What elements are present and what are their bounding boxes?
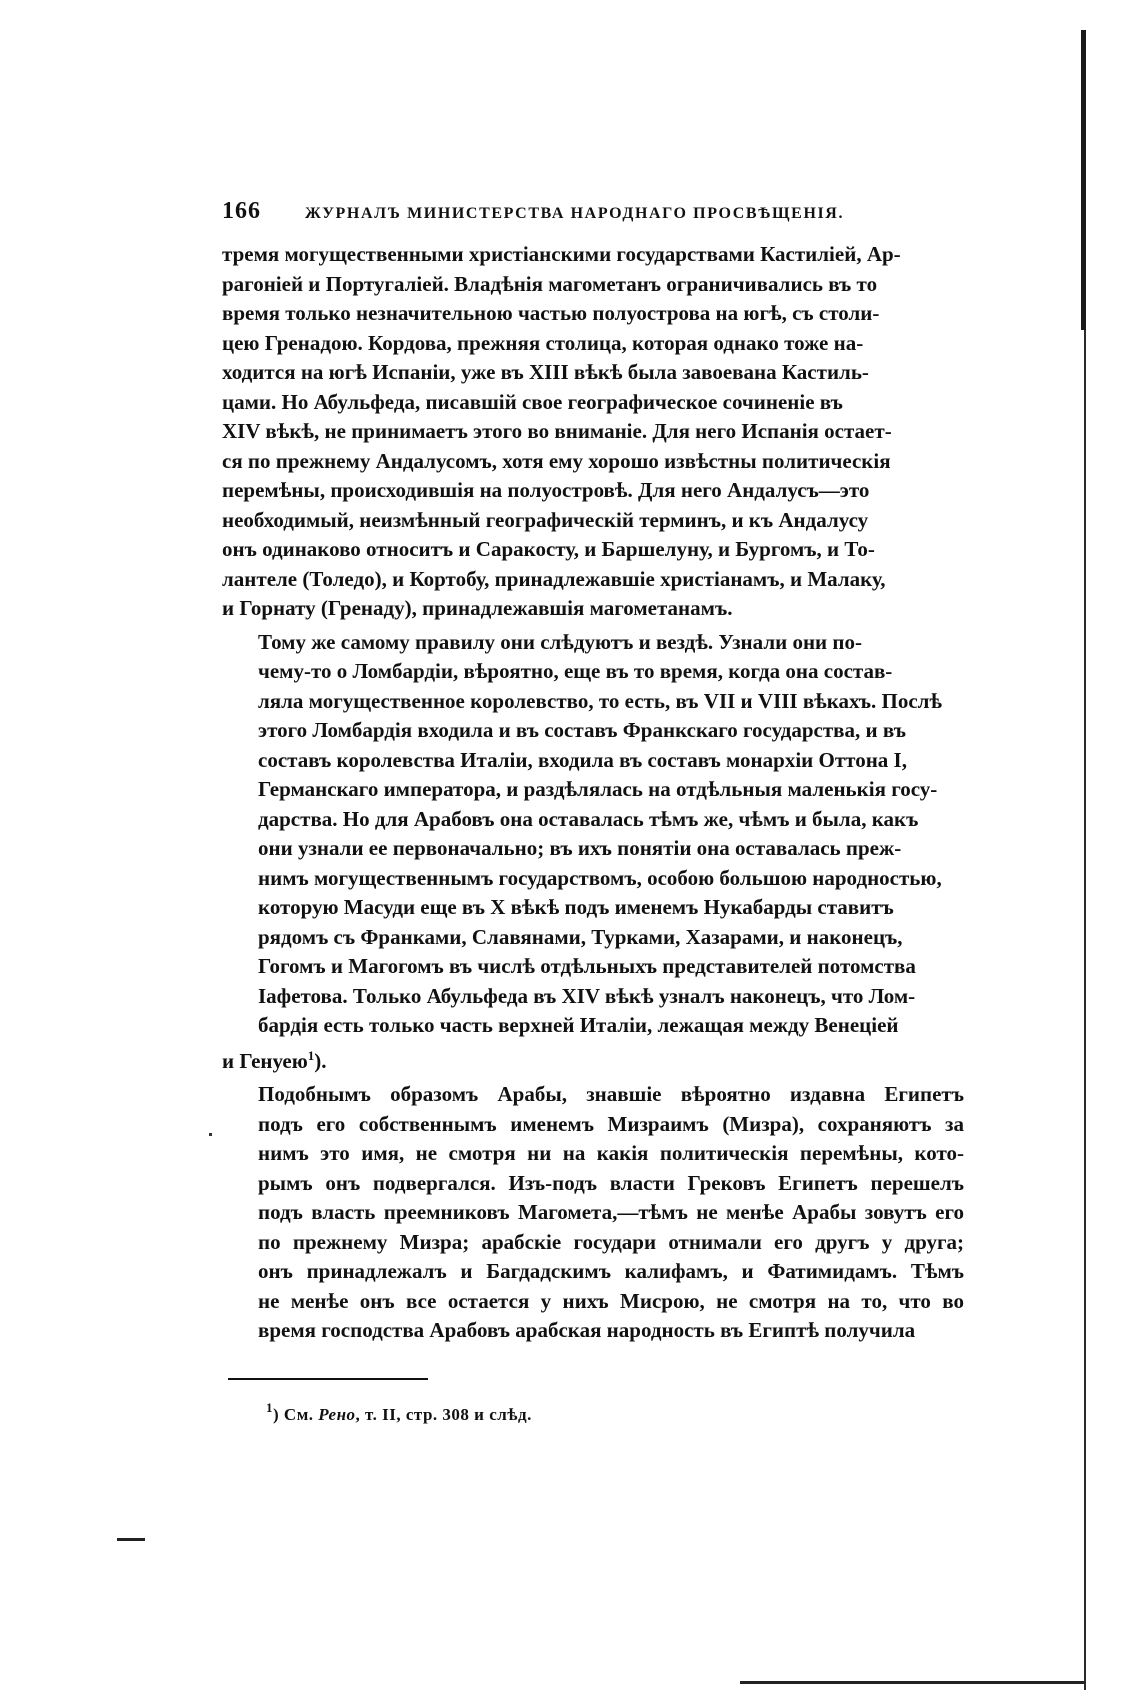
scan-speck	[209, 1133, 212, 1136]
text-line: и Горнату (Гренаду), принадлежавшія магометанамъ.	[222, 596, 733, 620]
text-line: не менѣе онъ все остается у нихъ Мисрою, не смотря на то, что во	[258, 1288, 964, 1313]
text-line: по прежнему Мизра; арабскіе государи отнимали его другъ у друга;	[258, 1229, 964, 1254]
text-line: этого Ломбардія входила и въ составъ Франкскаго государства, и въ	[258, 718, 906, 742]
text-line: цами. Но Абульфеда, писавшій свое географическое сочиненіе въ	[222, 389, 843, 414]
text-line-tail: ).	[314, 1048, 327, 1073]
text-line: Тому же самому правилу они слѣдуютъ и вездѣ. Узнали они по-	[258, 629, 862, 654]
footnote-reference-text: , т. II, стр. 308 и слѣд.	[355, 1405, 532, 1424]
footnote-author: Рено	[318, 1405, 356, 1424]
text-line: время господства Арабовъ арабская народность въ Египтѣ получила	[258, 1318, 916, 1342]
paragraph-2	[222, 628, 964, 1077]
text-line: рымъ онъ подвергался. Изъ-подъ власти Грековъ Египетъ перешелъ	[258, 1170, 964, 1195]
text-line: онъ принадлежалъ и Багдадскимъ калифамъ, и Фатимидамъ. Тѣмъ	[258, 1259, 964, 1283]
text-line: цею Гренадою. Кордова, прежняя столица, которая однако тоже на-	[222, 330, 864, 355]
text-line: чему-то о Ломбардіи, вѣроятно, еще въ то время, когда она состав-	[258, 659, 893, 683]
scan-edge-right	[1081, 30, 1086, 330]
paragraph-1	[222, 240, 964, 624]
body-text	[222, 240, 964, 1346]
text-line: ляла могущественное королевство, то есть, въ VII и VIII вѣкахъ. Послѣ	[258, 688, 943, 713]
scan-mark-left	[117, 1538, 145, 1541]
page-number: 166	[222, 198, 261, 224]
page-header	[222, 198, 962, 234]
text-line: рагоніей и Португаліей. Владѣнія магометанъ ограничивались въ то	[222, 271, 878, 296]
text-line: ся по прежнему Андалусомъ, хотя ему хорошо извѣстны политическія	[222, 448, 891, 473]
text-line: перемѣны, происходившія на полуостровѣ. Для него Андалусъ—это	[222, 478, 870, 502]
footnote-marker: 1	[266, 1400, 273, 1415]
text-line: они узнали ее первоначально; въ ихъ понятіи она оставалась преж-	[258, 836, 902, 860]
text-line: необходимый, неизмѣнный географическій терминъ, и къ Андалусу	[222, 507, 869, 532]
text-line: тремя могущественными христіанскими государствами Кастиліей, Ар-	[222, 242, 901, 266]
footnote-divider	[228, 1378, 428, 1380]
text-line: и Генуею	[222, 1048, 308, 1073]
text-line: подъ власть преемниковъ Магомета,—тѣмъ не менѣе Арабы зовутъ его	[258, 1200, 964, 1224]
text-line: подъ его собственнымъ именемъ Мизраимъ (Мизра), сохраняютъ за	[258, 1111, 964, 1136]
text-line: составъ королевства Италіи, входила въ составъ монархіи Оттона I,	[258, 747, 907, 772]
text-line: дарства. Но для Арабовъ она оставалась тѣмъ же, чѣмъ и была, какъ	[258, 806, 919, 831]
scan-edge-right-line	[1084, 330, 1086, 1690]
text-line: которую Масуди еще въ X вѣкѣ подъ именемъ Нукабарды ставитъ	[258, 895, 894, 919]
text-line: Германскаго императора, и раздѣлялась на отдѣльныя маленькія госу-	[258, 777, 938, 801]
text-line: бардія есть только часть верхней Италіи, лежащая между Венеціей	[258, 1013, 899, 1037]
text-line: время только незначительною частью полуострова на югѣ, съ столи-	[222, 301, 880, 325]
text-line: нимъ это имя, не смотря ни на какія политическія перемѣны, кото-	[258, 1141, 964, 1165]
footnote	[266, 1400, 532, 1425]
footnote-prefix: ) См.	[273, 1405, 314, 1424]
text-line: онъ одинаково относитъ и Саракосту, и Баршелуну, и Бургомъ, и То-	[222, 537, 875, 561]
text-line: Гогомъ и Магогомъ въ числѣ отдѣльныхъ представителей потомства	[258, 954, 916, 978]
text-line: Іафетова. Только Абульфеда въ XIV вѣкѣ узналъ наконецъ, что Лом-	[258, 983, 916, 1008]
text-line: XIV вѣкѣ, не принимаетъ этого во вниманіе. Для него Испанія остает-	[222, 419, 892, 443]
running-title: ЖУРНАЛЪ МИНИСТЕРСТВА НАРОДНАГО ПРОСВѢЩЕНІЯ.	[305, 205, 845, 222]
text-line: нимъ могущественнымъ государствомъ, особою большою народностью,	[258, 865, 942, 890]
scan-edge-bottom	[740, 1681, 1085, 1684]
text-line: рядомъ съ Франками, Славянами, Турками, Хазарами, и наконецъ,	[258, 924, 903, 949]
paragraph-3	[222, 1080, 964, 1346]
footnote-reference[interactable]: 1	[307, 1047, 315, 1063]
text-line: лантеле (Толедо), и Кортобу, принадлежавшіе христіанамъ, и Малаку,	[222, 566, 886, 591]
text-line: ходится на югѣ Испаніи, уже въ XIII вѣкѣ была завоевана Кастиль-	[222, 360, 869, 384]
text-line: Подобнымъ образомъ Арабы, знавшіе вѣроятно издавна Египетъ	[258, 1082, 964, 1106]
